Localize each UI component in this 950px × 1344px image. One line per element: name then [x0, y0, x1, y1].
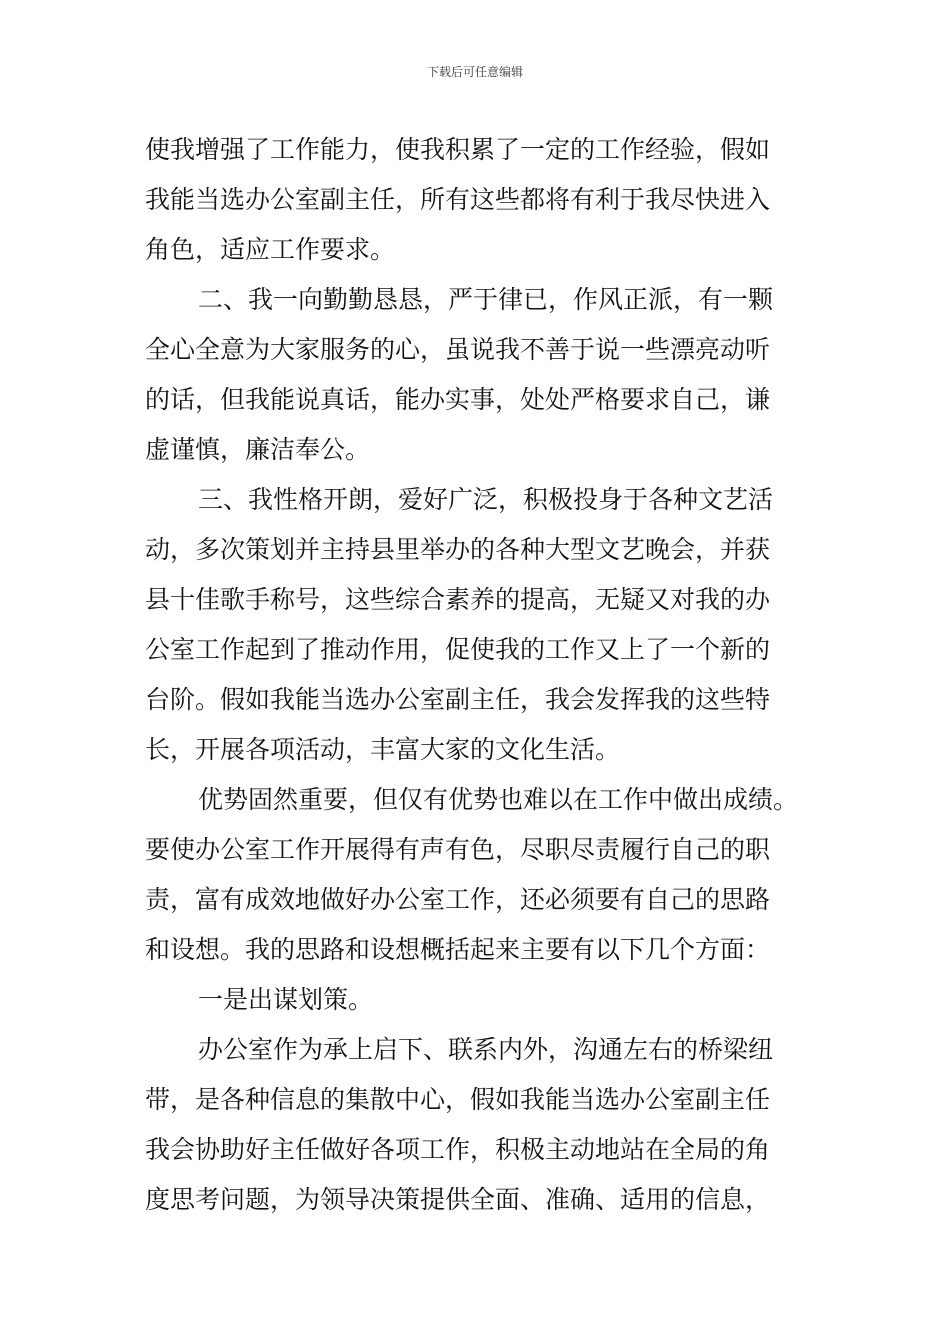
- paragraph-first-line: 三、我性格开朗，爱好广泛，积极投身于各种文艺活: [198, 485, 774, 514]
- paragraph-first-line: 办公室作为承上启下、联系内外，沟通左右的桥梁纽: [198, 1035, 774, 1064]
- text-line: 我会协助好主任做好各项工作，积极主动地站在全局的角: [145, 1135, 771, 1164]
- text-line: 我能当选办公室副主任，所有这些都将有利于我尽快进入: [145, 185, 771, 214]
- text-line: 带，是各种信息的集散中心，假如我能当选办公室副主任: [145, 1085, 771, 1114]
- text-line: 和设想。我的思路和设想概括起来主要有以下几个方面：: [145, 935, 771, 964]
- text-line: 公室工作起到了推动作用，促使我的工作又上了一个新的: [145, 635, 771, 664]
- text-line: 要使办公室工作开展得有声有色，尽职尽责履行自己的职: [145, 835, 771, 864]
- text-line: 台阶。假如我能当选办公室副主任，我会发挥我的这些特: [145, 685, 771, 714]
- text-line: 动，多次策划并主持县里举办的各种大型文艺晚会，并获: [145, 535, 771, 564]
- text-line: 的话，但我能说真话，能办实事，处处严格要求自己，谦: [145, 385, 771, 414]
- text-line: 度思考问题，为领导决策提供全面、准确、适用的信息，: [145, 1185, 771, 1214]
- text-line: 县十佳歌手称号，这些综合素养的提高，无疑又对我的办: [145, 585, 771, 614]
- page-header: 下载后可任意编辑: [426, 65, 523, 79]
- text-line: 责，富有成效地做好办公室工作，还必须要有自己的思路: [145, 885, 771, 914]
- section-heading: 一是出谋划策。: [198, 985, 374, 1014]
- text-line: 角色，适应工作要求。: [145, 235, 396, 264]
- text-line: 长，开展各项活动，丰富大家的文化生活。: [145, 735, 621, 764]
- paragraph-first-line: 二、我一向勤勤恳恳，严于律已，作风正派，有一颗: [198, 285, 774, 314]
- paragraph-first-line: 优势固然重要，但仅有优势也难以在工作中做出成绩。: [198, 785, 799, 814]
- text-line: 使我增强了工作能力，使我积累了一定的工作经验，假如: [145, 135, 771, 164]
- text-line: 全心全意为大家服务的心，虽说我不善于说一些漂亮动听: [145, 335, 771, 364]
- text-line: 虚谨慎，廉洁奉公。: [145, 435, 371, 464]
